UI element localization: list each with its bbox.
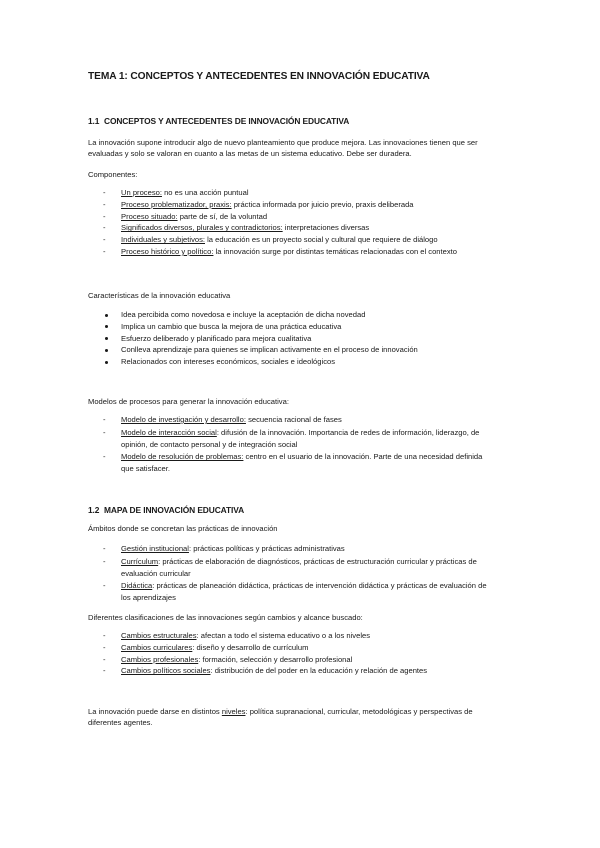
list-item: Esfuerzo deliberado y planificado para mejora cualitativa bbox=[88, 333, 418, 345]
classes-label: Diferentes clasificaciones de las innovaciones según cambios y alcance buscado: bbox=[88, 613, 363, 622]
description: no es una acción puntual bbox=[161, 188, 249, 197]
term: Cambios curriculares bbox=[121, 642, 193, 652]
list-item bbox=[88, 211, 491, 223]
list-item bbox=[88, 451, 491, 475]
term: Proceso problematizador, praxis: bbox=[121, 199, 232, 209]
description: la innovación surge por distintas temáticas relacionadas con el contexto bbox=[213, 246, 457, 256]
list-item bbox=[88, 199, 491, 211]
page-title: TEMA 1: CONCEPTOS Y ANTECEDENTES EN INNOVACIÓN EDUCATIVA bbox=[88, 71, 430, 82]
scope-list bbox=[88, 543, 491, 605]
description: la educación es un proyecto social y cultural que requiere de diálogo bbox=[205, 235, 438, 245]
term: Individuales y subjetivos: bbox=[121, 235, 205, 245]
section-1-title: CONCEPTOS Y ANTECEDENTES DE INNOVACIÓN EDUCATIVA bbox=[104, 116, 350, 126]
list-item: Idea percibida como novedosa e incluye la aceptación de dicha novedad bbox=[88, 309, 418, 321]
closing-term: niveles bbox=[221, 707, 246, 716]
list-item bbox=[88, 556, 491, 580]
term: Didáctica bbox=[121, 581, 153, 591]
list-item bbox=[88, 427, 491, 451]
description: : difusión de la innovación. Importancia de redes de información, liderazgo, de opinión, de contacto personal y de integración social bbox=[121, 427, 480, 449]
section-1-number: 1.1 bbox=[88, 116, 100, 126]
term: Cambios políticos sociales bbox=[121, 666, 211, 676]
description: centro en el usuario de la innovación. Parte de una necesidad definida que satisfacer. bbox=[121, 452, 483, 474]
description: : distribución de del poder en la educación y relación de agentes bbox=[210, 666, 428, 676]
closing-text-post: : política supranacional, curricular, metodológicas y perspectivas de diferentes agentes. bbox=[88, 707, 473, 728]
term: Modelo de resolución de problemas: bbox=[121, 452, 244, 462]
term: Currículum bbox=[121, 556, 159, 566]
list-item bbox=[88, 630, 491, 642]
list-item bbox=[88, 543, 491, 555]
term: Proceso situado: bbox=[121, 211, 178, 221]
models-list bbox=[88, 414, 491, 476]
description: : diseño y desarrollo de currículum bbox=[192, 642, 309, 652]
section-2-number: 1.2 bbox=[88, 505, 100, 515]
closing-paragraph bbox=[88, 706, 488, 728]
description: : prácticas de planeación didáctica, prácticas de intervención didáctica y prácticas de evaluación de los aprendizajes bbox=[121, 581, 487, 603]
list-item bbox=[88, 187, 491, 199]
characteristics-label: Características de la innovación educativa bbox=[88, 291, 231, 300]
term: Un proceso: bbox=[121, 188, 162, 197]
term: Cambios profesionales bbox=[121, 654, 199, 664]
term: Proceso histórico y político: bbox=[121, 246, 214, 256]
list-item bbox=[88, 222, 491, 234]
description: : formación, selección y desarrollo profesional bbox=[198, 654, 353, 664]
term: Gestión institucional bbox=[121, 544, 189, 553]
description: : prácticas de elaboración de diagnósticos, prácticas de estructuración curricular y prácticas de evaluación curricular bbox=[121, 556, 477, 578]
components-label: Componentes: bbox=[88, 170, 138, 179]
section-1-intro: La innovación supone introducir algo de nuevo planteamiento que produce mejora. Las innovaciones tienen que ser evaluadas y solo se valoran en cuanto a las metas de un sistema educativo. Debe ser duradera. bbox=[88, 138, 478, 159]
characteristics-list bbox=[88, 309, 418, 368]
description: práctica informada por juicio previo, praxis deliberada bbox=[231, 199, 414, 209]
description: secuencia racional de fases bbox=[245, 415, 342, 424]
description: parte de sí, de la voluntad bbox=[177, 211, 268, 221]
components-list bbox=[88, 187, 491, 258]
term: Modelo de interacción social bbox=[121, 427, 217, 437]
list-item bbox=[88, 414, 491, 426]
section-2-title: MAPA DE INNOVACIÓN EDUCATIVA bbox=[104, 505, 245, 515]
models-label: Modelos de procesos para generar la innovación educativa: bbox=[88, 397, 289, 406]
section-2-heading bbox=[88, 505, 244, 515]
list-item bbox=[88, 665, 491, 677]
classes-list bbox=[88, 630, 491, 677]
list-item: Conlleva aprendizaje para quienes se implican activamente en el proceso de innovación bbox=[88, 344, 418, 356]
description: interpretaciones diversas bbox=[282, 223, 370, 233]
term: Modelo de investigación y desarrollo: bbox=[121, 415, 246, 424]
description: : prácticas políticas y prácticas administrativas bbox=[188, 544, 345, 553]
scope-label: Ámbitos donde se concretan las prácticas de innovación bbox=[88, 524, 278, 533]
section-1-heading bbox=[88, 116, 349, 126]
description: : afectan a todo el sistema educativo o a los niveles bbox=[196, 631, 371, 640]
term: Cambios estructurales bbox=[121, 631, 197, 640]
list-item bbox=[88, 654, 491, 666]
list-item bbox=[88, 642, 491, 654]
list-item: Relacionados con intereses económicos, sociales e ideológicos bbox=[88, 356, 418, 368]
list-item: Implica un cambio que busca la mejora de una práctica educativa bbox=[88, 321, 418, 333]
closing-text-pre: La innovación puede darse en distintos bbox=[88, 707, 222, 716]
list-item bbox=[88, 246, 491, 258]
term: Significados diversos, plurales y contradictorios: bbox=[121, 223, 283, 233]
list-item bbox=[88, 234, 491, 246]
list-item bbox=[88, 580, 491, 604]
